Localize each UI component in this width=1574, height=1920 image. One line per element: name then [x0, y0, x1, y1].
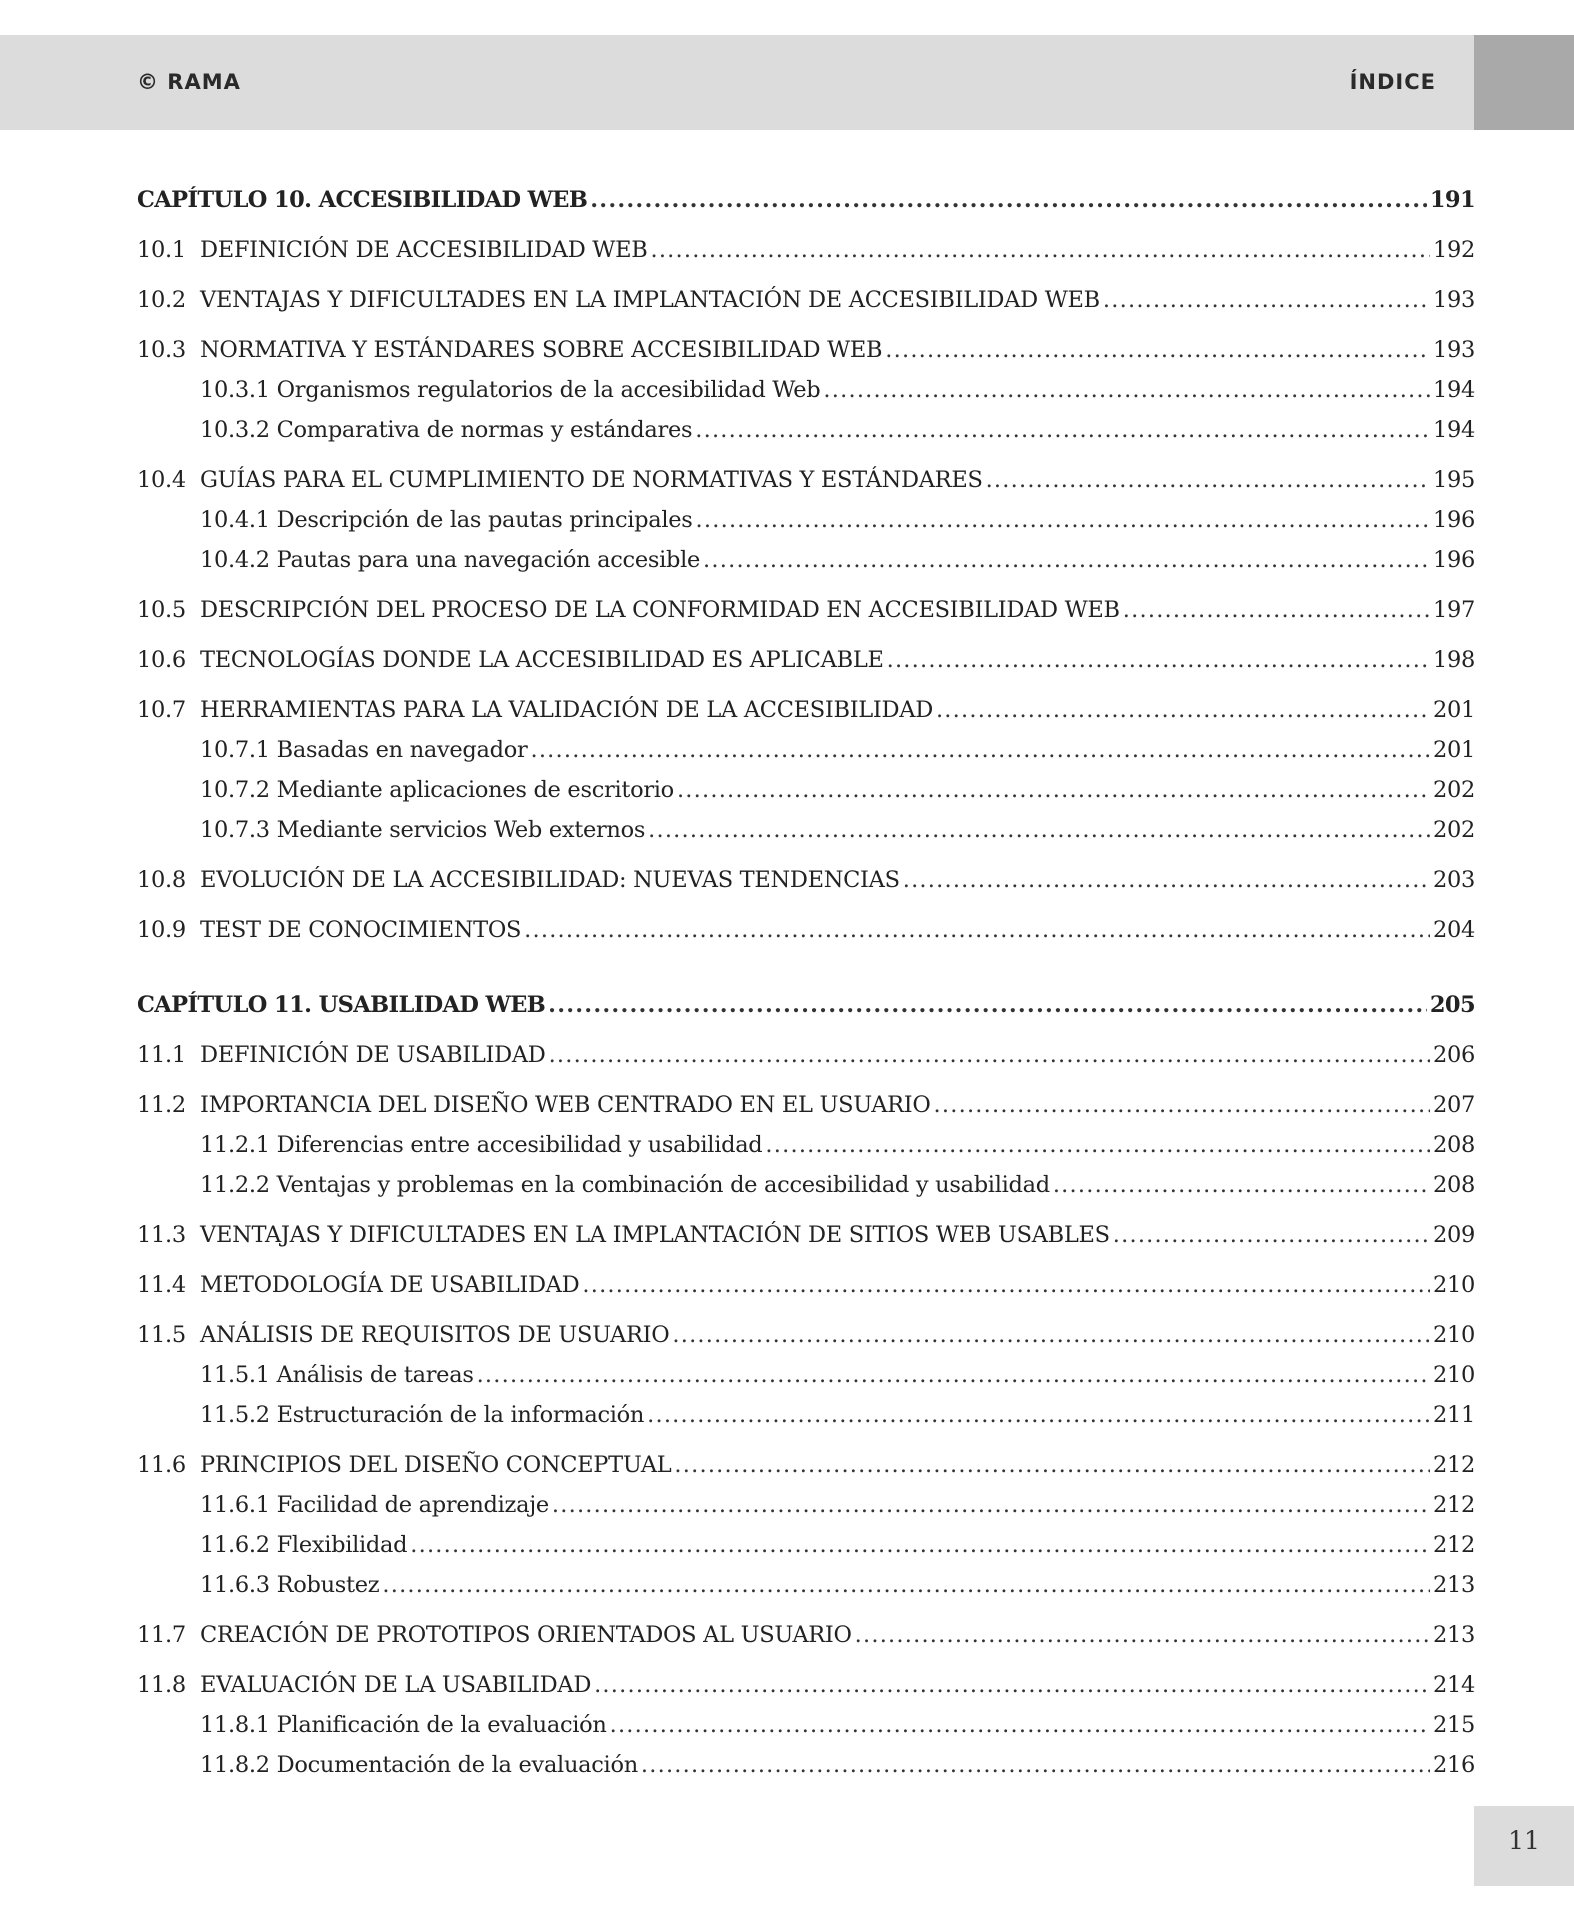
- toc-entry-page: 201: [1432, 737, 1475, 763]
- toc-entry-page: 213: [1432, 1622, 1475, 1648]
- toc-entry-number: 10.6: [137, 647, 186, 673]
- toc-section-entry: [137, 1665, 1475, 1705]
- toc-dot-leader: [887, 640, 1430, 680]
- toc-entry-page: 216: [1432, 1752, 1475, 1778]
- toc-entry-title: IMPORTANCIA DEL DISEÑO WEB CENTRADO EN EL USUARIO: [200, 1092, 931, 1118]
- toc-entry-page: 202: [1432, 817, 1475, 843]
- toc-section-entry: [137, 590, 1475, 630]
- toc-entry-page: 210: [1432, 1322, 1475, 1348]
- toc-subsection-entry: [137, 500, 1475, 540]
- toc-entry-page: 193: [1432, 337, 1475, 363]
- toc-entry-number: 11.6: [137, 1452, 186, 1478]
- toc-section-entry: [137, 690, 1475, 730]
- toc-entry-title: 11.8.2 Documentación de la evaluación: [200, 1752, 638, 1778]
- toc-entry-page: 203: [1432, 867, 1475, 893]
- toc-subsection-entry: [137, 770, 1475, 810]
- table-of-contents: [137, 180, 1475, 1785]
- toc-dot-leader: [590, 180, 1427, 220]
- toc-entry-title: DESCRIPCIÓN DEL PROCESO DE LA CONFORMIDAD EN ACCESIBILIDAD WEB: [200, 597, 1120, 623]
- toc-subsection-entry: [137, 370, 1475, 410]
- toc-subsection-entry: [137, 540, 1475, 580]
- toc-section-entry: [137, 640, 1475, 680]
- toc-subsection-entry: [137, 1165, 1475, 1205]
- toc-dot-leader: [477, 1355, 1430, 1395]
- toc-entry-number: 10.5: [137, 597, 186, 623]
- toc-dot-leader: [823, 370, 1430, 410]
- toc-dot-leader: [594, 1665, 1430, 1705]
- toc-entry-title: 10.3.2 Comparativa de normas y estándares: [200, 417, 693, 443]
- toc-entry-page: 210: [1432, 1362, 1475, 1388]
- toc-entry-number: 11.1: [137, 1042, 186, 1068]
- toc-dot-leader: [1123, 590, 1430, 630]
- toc-entry-page: 193: [1432, 287, 1475, 313]
- toc-entry-page: 195: [1432, 467, 1475, 493]
- toc-entry-title: CREACIÓN DE PROTOTIPOS ORIENTADOS AL USUARIO: [200, 1622, 852, 1648]
- toc-entry-page: 196: [1432, 507, 1475, 533]
- toc-entry-title: 11.6.1 Facilidad de aprendizaje: [200, 1492, 549, 1518]
- toc-subsection-entry: [137, 1355, 1475, 1395]
- toc-subsection-entry: [137, 1525, 1475, 1565]
- toc-entry-title: 10.4.2 Pautas para una navegación accesible: [200, 547, 701, 573]
- toc-section-entry: [137, 280, 1475, 320]
- toc-entry-page: 209: [1432, 1222, 1475, 1248]
- toc-section-entry: [137, 1085, 1475, 1125]
- toc-dot-leader: [1103, 280, 1430, 320]
- toc-dot-leader: [855, 1615, 1430, 1655]
- toc-entry-page: 212: [1432, 1452, 1475, 1478]
- toc-entry-page: 212: [1432, 1532, 1475, 1558]
- toc-dot-leader: [1113, 1215, 1430, 1255]
- toc-chapter-entry: [137, 985, 1475, 1025]
- toc-entry-title: 10.3.1 Organismos regulatorios de la accesibilidad Web: [200, 377, 821, 403]
- toc-dot-leader: [986, 460, 1430, 500]
- toc-entry-title: 11.5.1 Análisis de tareas: [200, 1362, 474, 1388]
- toc-dot-leader: [524, 910, 1430, 950]
- toc-entry-number: 11.7: [137, 1622, 186, 1648]
- toc-dot-leader: [1053, 1165, 1430, 1205]
- toc-entry-page: 192: [1432, 237, 1475, 263]
- toc-dot-leader: [650, 230, 1429, 270]
- toc-entry-title: EVOLUCIÓN DE LA ACCESIBILIDAD: NUEVAS TENDENCIAS: [200, 867, 900, 893]
- toc-entry-number: 11.3: [137, 1222, 186, 1248]
- toc-entry-number: 11.4: [137, 1272, 186, 1298]
- toc-entry-title: 11.8.1 Planificación de la evaluación: [200, 1712, 607, 1738]
- toc-entry-title: TEST DE CONOCIMIENTOS: [200, 917, 522, 943]
- toc-entry-number: 10.4: [137, 467, 186, 493]
- toc-dot-leader: [382, 1565, 1430, 1605]
- toc-entry-title: VENTAJAS Y DIFICULTADES EN LA IMPLANTACIÓN DE SITIOS WEB USABLES: [200, 1222, 1110, 1248]
- toc-entry-title: 11.2.2 Ventajas y problemas en la combinación de accesibilidad y usabilidad: [200, 1172, 1050, 1198]
- toc-dot-leader: [677, 770, 1430, 810]
- publisher-label: © RAMA: [137, 70, 241, 94]
- toc-entry-title: 11.2.1 Diferencias entre accesibilidad y usabilidad: [200, 1132, 763, 1158]
- toc-dot-leader: [648, 810, 1430, 850]
- toc-entry-title: METODOLOGÍA DE USABILIDAD: [200, 1272, 580, 1298]
- toc-dot-leader: [410, 1525, 1430, 1565]
- toc-entry-page: 208: [1432, 1172, 1475, 1198]
- toc-dot-leader: [610, 1705, 1430, 1745]
- toc-entry-number: 11.2: [137, 1092, 186, 1118]
- toc-dot-leader: [674, 1445, 1430, 1485]
- toc-dot-leader: [695, 410, 1430, 450]
- toc-entry-title: ANÁLISIS DE REQUISITOS DE USUARIO: [200, 1322, 670, 1348]
- toc-entry-page: 205: [1429, 992, 1475, 1018]
- toc-entry-title: 10.7.1 Basadas en navegador: [200, 737, 528, 763]
- toc-section-entry: [137, 860, 1475, 900]
- toc-section-entry: [137, 330, 1475, 370]
- toc-entry-page: 194: [1432, 417, 1475, 443]
- toc-entry-title: PRINCIPIOS DEL DISEÑO CONCEPTUAL: [200, 1452, 672, 1478]
- toc-dot-leader: [647, 1395, 1430, 1435]
- toc-entry-title: 10.4.1 Descripción de las pautas principales: [200, 507, 693, 533]
- toc-entry-title: HERRAMIENTAS PARA LA VALIDACIÓN DE LA ACCESIBILIDAD: [200, 697, 933, 723]
- toc-entry-title: 11.6.3 Robustez: [200, 1572, 380, 1598]
- toc-entry-title: 10.7.2 Mediante aplicaciones de escritorio: [200, 777, 674, 803]
- toc-entry-title: VENTAJAS Y DIFICULTADES EN LA IMPLANTACIÓN DE ACCESIBILIDAD WEB: [200, 287, 1100, 313]
- toc-dot-leader: [548, 985, 1427, 1025]
- toc-entry-page: 194: [1432, 377, 1475, 403]
- toc-entry-page: 215: [1432, 1712, 1475, 1738]
- toc-dot-leader: [552, 1485, 1430, 1525]
- toc-dot-leader: [903, 860, 1430, 900]
- toc-dot-leader: [549, 1035, 1430, 1075]
- toc-dot-leader: [703, 540, 1430, 580]
- toc-entry-number: 10.2: [137, 287, 186, 313]
- toc-entry-number: 10.1: [137, 237, 186, 263]
- toc-entry-title: NORMATIVA Y ESTÁNDARES SOBRE ACCESIBILIDAD WEB: [200, 337, 883, 363]
- toc-entry-title: CAPÍTULO 11. USABILIDAD WEB: [137, 992, 546, 1018]
- toc-section-entry: [137, 1265, 1475, 1305]
- toc-dot-leader: [530, 730, 1429, 770]
- toc-chapter-entry: [137, 180, 1475, 220]
- toc-dot-leader: [696, 500, 1430, 540]
- toc-subsection-entry: [137, 410, 1475, 450]
- toc-entry-number: 10.8: [137, 867, 186, 893]
- toc-section-entry: [137, 1315, 1475, 1355]
- toc-entry-number: 10.3: [137, 337, 186, 363]
- toc-dot-leader: [934, 1085, 1430, 1125]
- toc-subsection-entry: [137, 1125, 1475, 1165]
- toc-entry-page: 208: [1432, 1132, 1475, 1158]
- toc-entry-page: 202: [1432, 777, 1475, 803]
- toc-entry-title: 11.5.2 Estructuración de la información: [200, 1402, 645, 1428]
- toc-dot-leader: [765, 1125, 1430, 1165]
- toc-section-entry: [137, 460, 1475, 500]
- toc-entry-page: 206: [1432, 1042, 1475, 1068]
- toc-section-entry: [137, 1215, 1475, 1255]
- header-tab-marker: [1474, 35, 1574, 130]
- section-title: ÍNDICE: [1349, 70, 1436, 94]
- toc-section-entry: [137, 1615, 1475, 1655]
- toc-entry-page: 201: [1432, 697, 1475, 723]
- toc-subsection-entry: [137, 1745, 1475, 1785]
- toc-subsection-entry: [137, 1485, 1475, 1525]
- toc-subsection-entry: [137, 810, 1475, 850]
- toc-dot-leader: [885, 330, 1430, 370]
- toc-entry-title: DEFINICIÓN DE USABILIDAD: [200, 1042, 546, 1068]
- toc-entry-title: TECNOLOGÍAS DONDE LA ACCESIBILIDAD ES APLICABLE: [200, 647, 884, 673]
- toc-entry-page: 212: [1432, 1492, 1475, 1518]
- toc-entry-page: 191: [1429, 187, 1475, 213]
- toc-section-entry: [137, 1035, 1475, 1075]
- toc-section-entry: [137, 1445, 1475, 1485]
- toc-entry-number: 10.7: [137, 697, 186, 723]
- toc-entry-title: 11.6.2 Flexibilidad: [200, 1532, 408, 1558]
- toc-entry-title: EVALUACIÓN DE LA USABILIDAD: [200, 1672, 592, 1698]
- toc-entry-title: 10.7.3 Mediante servicios Web externos: [200, 817, 646, 843]
- toc-entry-title: CAPÍTULO 10. ACCESIBILIDAD WEB: [137, 187, 588, 213]
- toc-entry-title: DEFINICIÓN DE ACCESIBILIDAD WEB: [200, 237, 648, 263]
- toc-entry-page: 211: [1432, 1402, 1475, 1428]
- toc-entry-title: GUÍAS PARA EL CUMPLIMIENTO DE NORMATIVAS Y ESTÁNDARES: [200, 467, 983, 493]
- toc-subsection-entry: [137, 1705, 1475, 1745]
- toc-subsection-entry: [137, 1395, 1475, 1435]
- toc-entry-page: 196: [1432, 547, 1475, 573]
- toc-dot-leader: [936, 690, 1430, 730]
- toc-subsection-entry: [137, 1565, 1475, 1605]
- toc-section-entry: [137, 910, 1475, 950]
- toc-entry-page: 197: [1432, 597, 1475, 623]
- toc-entry-page: 204: [1432, 917, 1475, 943]
- toc-section-entry: [137, 230, 1475, 270]
- page-number: 11: [1508, 1826, 1540, 1855]
- toc-dot-leader: [672, 1315, 1430, 1355]
- toc-entry-number: 11.8: [137, 1672, 186, 1698]
- toc-subsection-entry: [137, 730, 1475, 770]
- toc-entry-number: 11.5: [137, 1322, 186, 1348]
- toc-entry-page: 213: [1432, 1572, 1475, 1598]
- toc-entry-page: 214: [1432, 1672, 1475, 1698]
- toc-entry-number: 10.9: [137, 917, 186, 943]
- toc-entry-page: 198: [1432, 647, 1475, 673]
- toc-entry-page: 207: [1432, 1092, 1475, 1118]
- toc-entry-page: 210: [1432, 1272, 1475, 1298]
- toc-dot-leader: [582, 1265, 1430, 1305]
- toc-dot-leader: [641, 1745, 1430, 1785]
